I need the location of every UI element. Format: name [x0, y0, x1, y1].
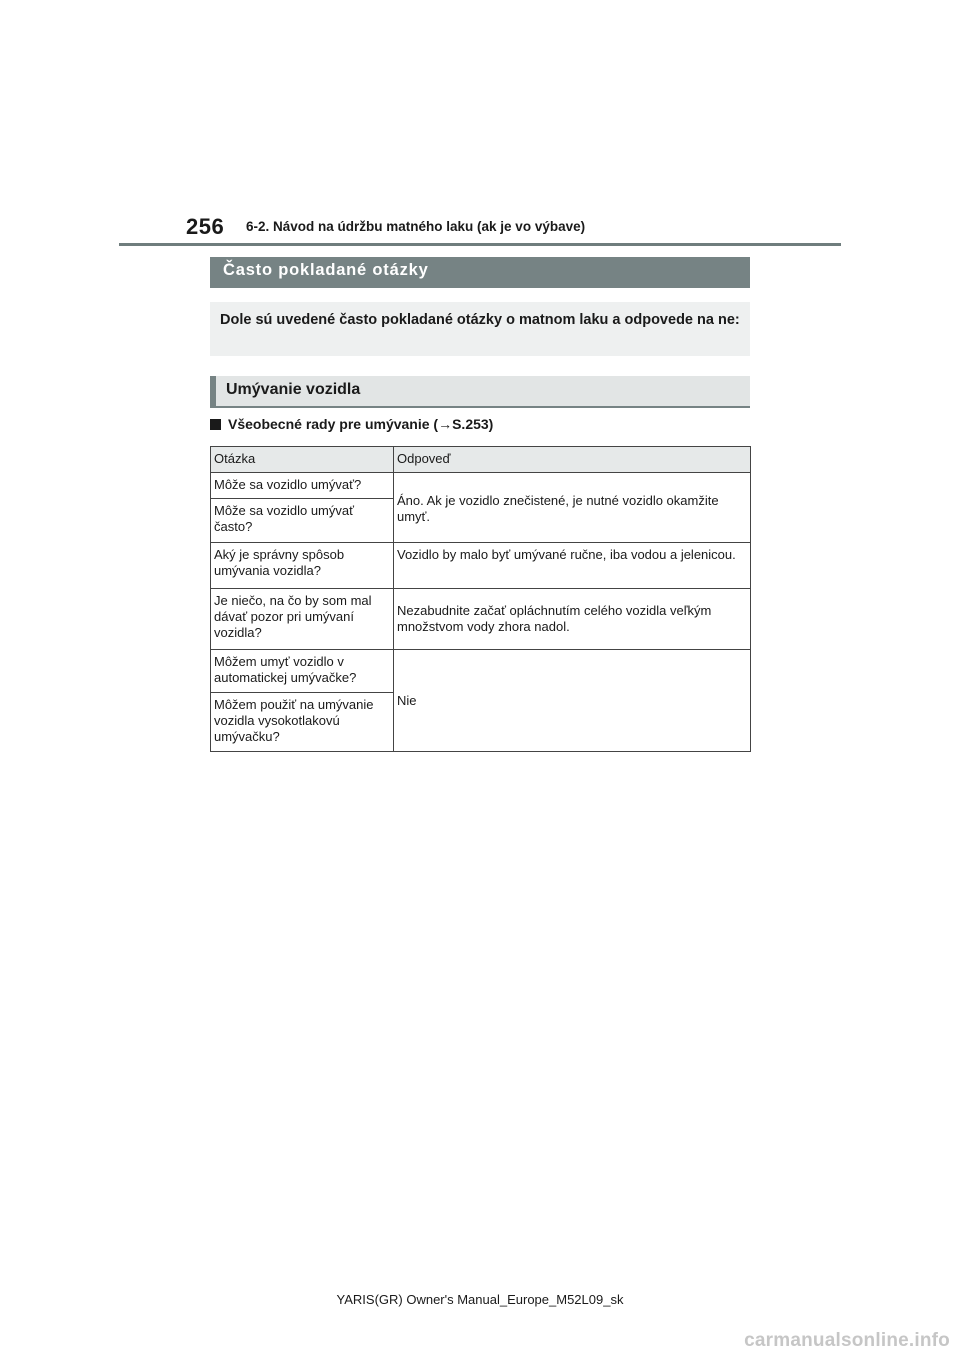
question-cell: Aký je správny spôsob umývania vozidla?	[211, 543, 394, 589]
footer-manual-id: YARIS(GR) Owner's Manual_Europe_M52L09_sk	[336, 1292, 624, 1307]
question-cell: Môžem umyť vozidlo v automatickej umývačke?	[211, 650, 394, 693]
table-header-row	[211, 447, 751, 473]
intro-text: Dole sú uvedené často pokladané otázky o matnom laku a odpovede na ne:	[210, 302, 750, 356]
bullet-heading-text: Všeobecné rady pre umývanie (→S.253)	[228, 416, 494, 432]
question-cell: Je niečo, na čo by som mal dávať pozor pri umývaní vozidla?	[211, 589, 394, 650]
bullet-heading	[210, 416, 493, 432]
question-cell: Môže sa vozidlo umývať často?	[211, 499, 394, 543]
question-cell: Môže sa vozidlo umývať?	[211, 473, 394, 499]
subsection-title: Umývanie vozidla	[226, 381, 361, 398]
answer-cell: Áno. Ak je vozidlo znečistené, je nutné vozidlo okamžite umyť.	[394, 473, 751, 543]
faq-title-bar: Často pokladané otázky	[210, 257, 750, 288]
watermark: carmanualsonline.info	[744, 1330, 950, 1351]
answer-cell: Vozidlo by malo byť umývané ručne, iba vodou a jelenicou.	[394, 543, 751, 589]
washing-subsection-bar	[210, 376, 750, 408]
table-header-answer: Odpoveď	[394, 447, 751, 473]
header-rule	[119, 243, 841, 246]
section-title: 6-2. Návod na údržbu matného laku (ak je vo výbave)	[246, 219, 586, 234]
table-row	[211, 473, 751, 499]
square-bullet-icon	[210, 419, 221, 430]
table-row	[211, 589, 751, 650]
table-row	[211, 650, 751, 693]
answer-cell: Nie	[394, 650, 751, 752]
page-number: 256	[186, 214, 225, 239]
answer-cell: Nezabudnite začať opláchnutím celého vozidla veľkým množstvom vody zhora nadol.	[394, 589, 751, 650]
table-header-question: Otázka	[211, 447, 394, 473]
question-cell: Môžem použiť na umývanie vozidla vysokotlakovú umývačku?	[211, 693, 394, 752]
table-row	[211, 543, 751, 589]
subsection-accent	[210, 376, 216, 406]
faq-table	[210, 446, 751, 752]
